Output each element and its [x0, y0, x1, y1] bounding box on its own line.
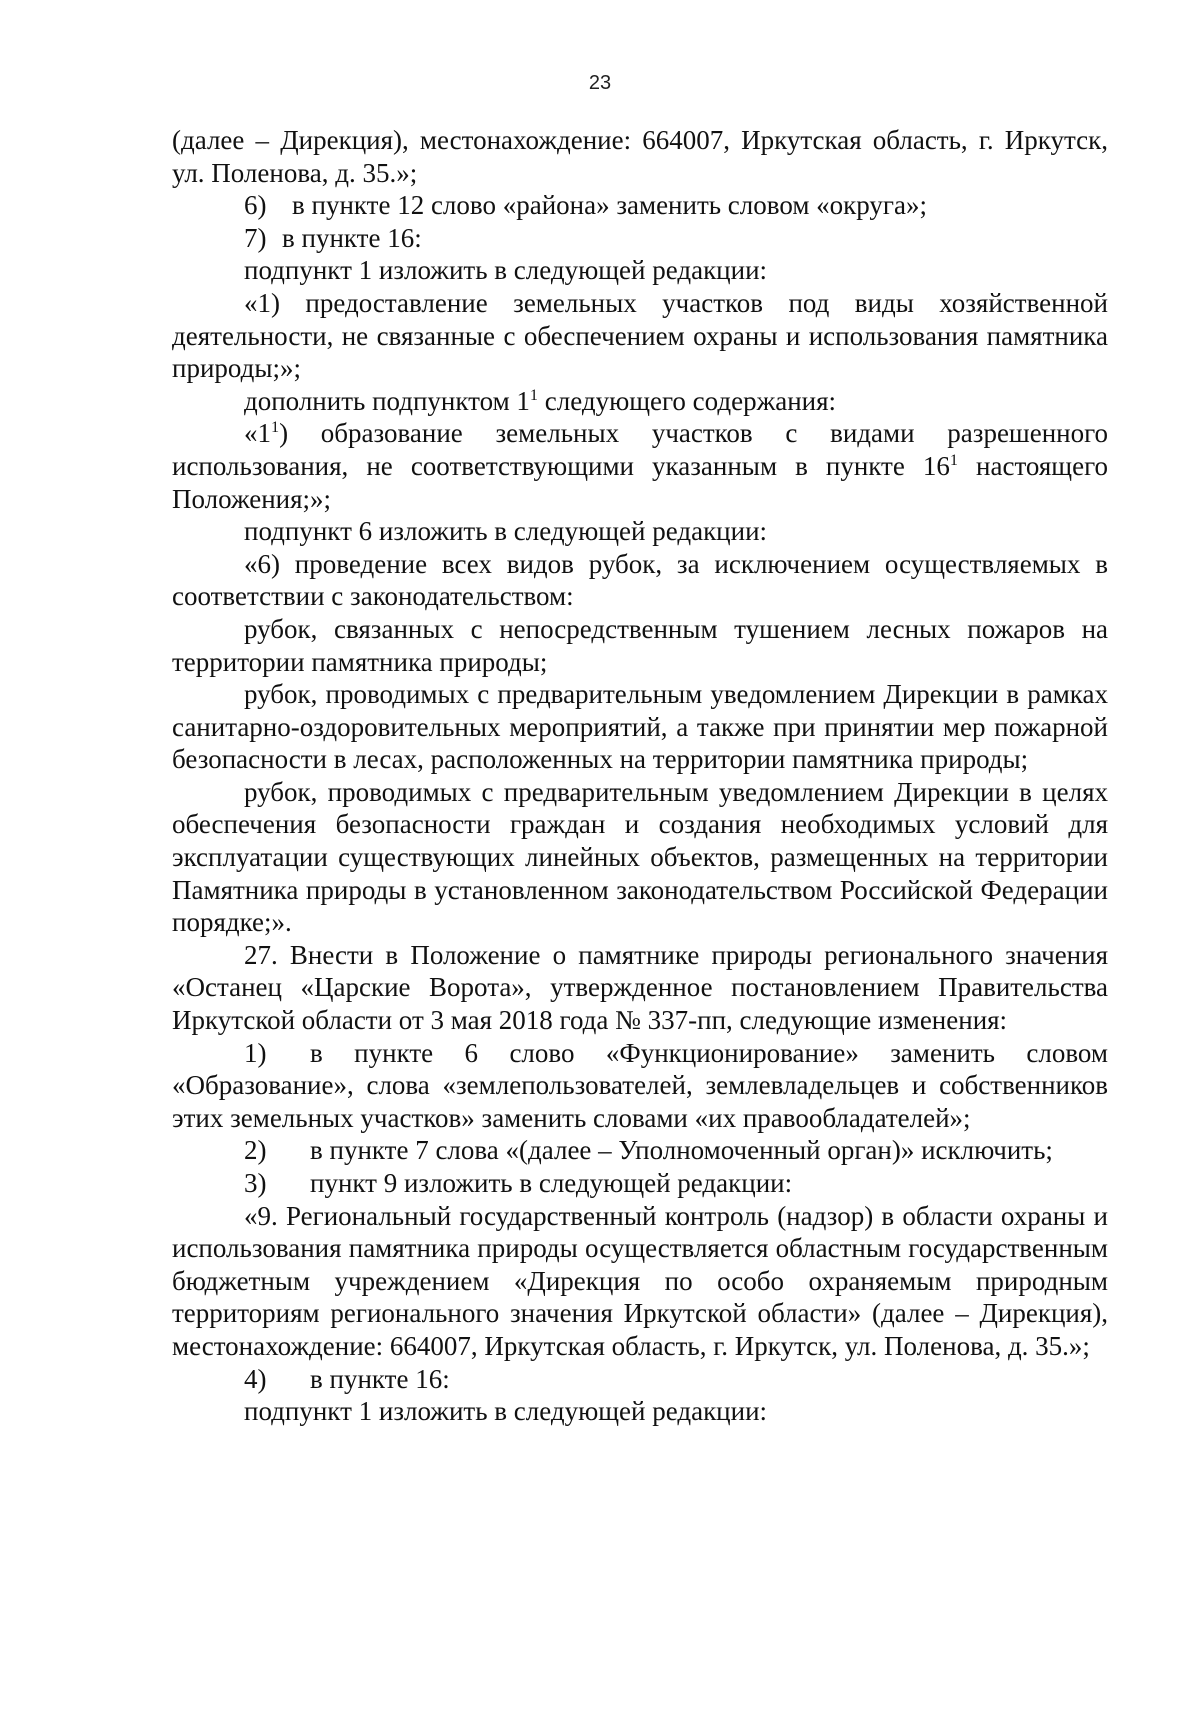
paragraph-subitem-1-edit: подпункт 1 изложить в следующей редакции: [244, 255, 768, 286]
paragraph-subitem-1-text: «1) предоставление земельных участков под виды хозяйственной деятельности, не связанные с обеспечением охраны и использования памятника природы;»; [172, 287, 1108, 384]
superscript: 1 [271, 418, 280, 437]
text-part: «1 [244, 418, 271, 449]
paragraph-item-4 [172, 1363, 1108, 1396]
paragraph-subitem-6-text: «6) проведение всех видов рубок, за исключением осуществляемых в соответствии с законодательством: [172, 548, 1108, 612]
item-text: в пункте 6 слово «Функционирование» заменить словом «Образование», слова «землепользователей, землевладельцев и собственников этих земельных участков» заменить словами «их правообладателей»; [172, 1037, 1108, 1133]
item-number: 1) [244, 1037, 267, 1068]
paragraph-item-6 [172, 189, 1108, 222]
text-part: дополнить подпунктом 1 [244, 385, 530, 416]
paragraph-section-27: 27. Внести в Положение о памятнике природы регионального значения «Останец «Царские Ворота», утвержденное постановлением Правительства Иркутской области от 3 мая 2018 года № 337-пп, следующие изменения: [172, 939, 1108, 1036]
paragraph-logging-sanitary: рубок, проводимых с предварительным уведомлением Дирекции в рамках санитарно-оздоровительных мероприятий, а также при принятии мер пожарной безопасности в лесах, расположенных на территории памятника природы; [172, 679, 1108, 775]
paragraph-item-3 [172, 1167, 1108, 1200]
paragraph-add-subitem [172, 385, 1108, 418]
text-part: настоящего Положения;»; [172, 450, 1108, 514]
paragraph-item-7 [172, 222, 1108, 255]
superscript: 1 [949, 450, 958, 469]
text-part: следующего содержания: [538, 385, 837, 416]
paragraph-continuation: (далее – Дирекция), местонахождение: 664007, Иркутская область, г. Иркутск, ул. Поленова, д. 35.»; [172, 125, 1108, 188]
item-text: пункт 9 изложить в следующей редакции: [310, 1168, 793, 1198]
paragraph-subitem-6-edit: подпункт 6 изложить в следующей редакции: [244, 516, 768, 547]
item-text: в пункте 7 слова «(далее – Уполномоченный орган)» исключить; [310, 1135, 1053, 1166]
item-text: в пункте 16: [282, 222, 422, 253]
paragraph-point-9-text: «9. Региональный государственный контроль (надзор) в области охраны и использования памятника природы осуществляется областным государственным бюджетным учреждением «Дирекция по особо охраняемым природным территориям регионального значения Иркутской области» (далее – Дирекция), местонахождение: 664007, Иркутская область, г. Иркутск, ул. Поленова, д. 35.»; [172, 1200, 1108, 1361]
paragraph-logging-fires: рубок, связанных с непосредственным тушением лесных пожаров на территории памятника природы; [172, 613, 1108, 677]
document-body [172, 124, 1108, 1428]
paragraph-item-2 [172, 1134, 1108, 1167]
paragraph-subitem-1-1-text [172, 417, 1108, 515]
item-number: 2) [244, 1135, 267, 1166]
paragraph-logging-safety: рубок, проводимых с предварительным уведомлением Дирекции в целях обеспечения безопасности граждан и создания необходимых условий для эксплуатации существующих линейных объектов, размещенных на территории Памятника природы в установленном законодательством Российской Федерации порядке;». [172, 776, 1108, 938]
text-part: ) образование земельных участков с видами разрешенного использования, не соответствующими указанным в пункте 16 [172, 418, 1108, 481]
item-number: 3) [244, 1168, 267, 1198]
superscript: 1 [529, 385, 538, 404]
paragraph-item-1 [172, 1037, 1108, 1135]
item-number: 6) [244, 190, 267, 221]
item-text: в пункте 12 слово «района» заменить словом «округа»; [292, 190, 927, 221]
item-text: в пункте 16: [310, 1363, 450, 1394]
item-number: 4) [244, 1363, 267, 1394]
item-number: 7) [244, 222, 267, 253]
paragraph-subitem-1-edit-2: подпункт 1 изложить в следующей редакции: [244, 1396, 768, 1427]
page-number: 23 [588, 72, 612, 94]
